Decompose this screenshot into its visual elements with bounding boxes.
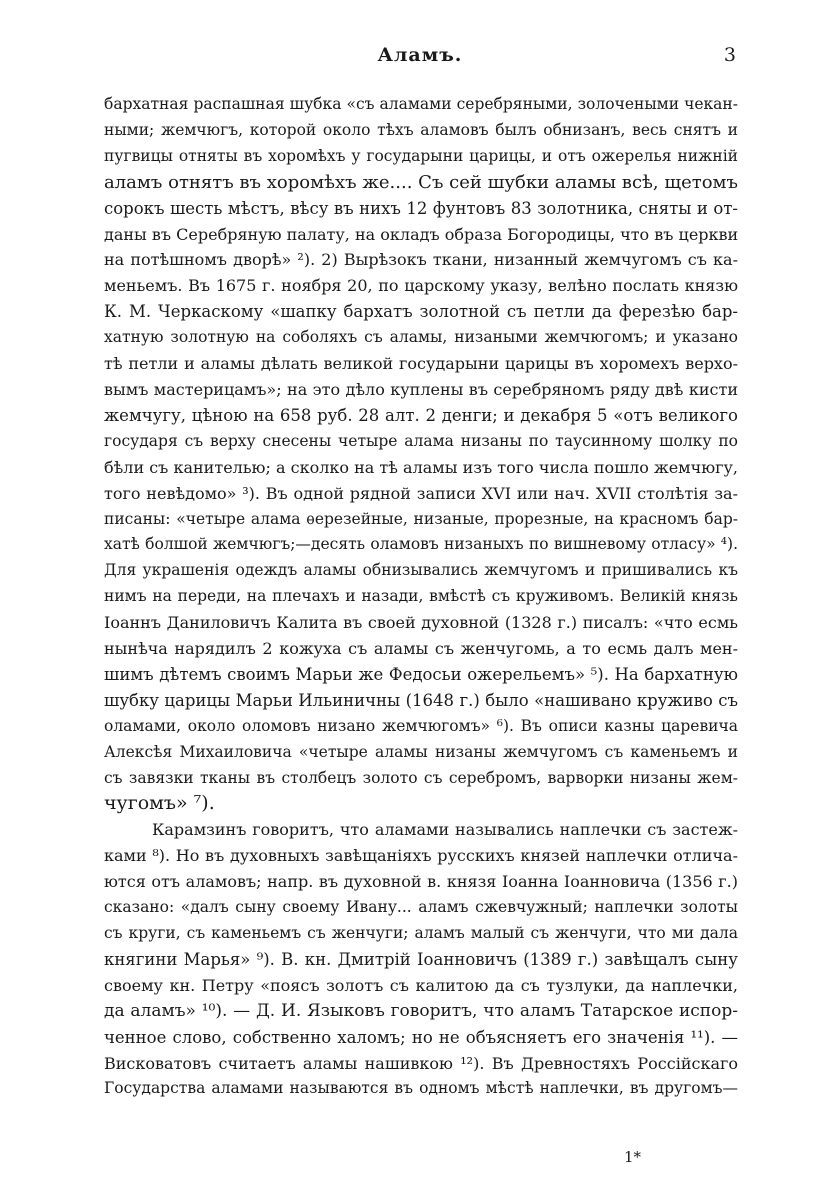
text-line: писаны: «четыре алама ѳерезейные, низаные, прорезные, на красномъ бар- [104,509,738,528]
text-line: шимъ дѣтемъ своимъ Марьи же Федосьи ожерельемъ» ⁵). На бархатную [104,664,738,684]
page-header [0,44,840,74]
page-number: 3 [723,44,736,66]
text-line: нынѣча нарядилъ 2 кожуха съ аламы съ женчугомь, а то есмь далъ мен- [104,639,738,659]
text-line: бархатная распашная шубка «съ аламами серебряными, золочеными чекан- [104,95,738,113]
text-line: Государства аламами называются въ одномъ мѣстѣ наплечки, въ другомъ— [104,1079,738,1098]
text-line: вымъ мастерицамъ»; на это дѣло куплены въ серебряномъ ряду двѣ кисти [104,379,738,399]
text-line: оламами, около оломовъ низано жемчюгомъ» ⁶). Въ описи казны царевича [104,716,738,735]
text-line: Висковатовъ считаетъ аламы нашивкою ¹²). Въ Древностяхъ Россійскаго [104,1053,738,1073]
running-title: Аламъ. [377,44,463,66]
text-line: даны въ Серебряную палату, на окладъ образа Богородицы, что въ церкви [104,224,739,244]
text-line: ются отъ аламовъ; напр. въ духовной в. князя Іоанна Іоанновича (1356 г.) [104,872,738,892]
text-line: меньемъ. Въ 1675 г. ноября 20, по царскому указу, велѣно послать князю [104,276,738,296]
text-line: тѣ петли и аламы дѣлать великой государыни царицы въ хоромехъ верхо- [104,354,738,374]
text-line: нимъ на переди, на плечахъ и назади, вмѣстѣ съ круживомъ. Великій князь [104,587,738,606]
text-line: княгини Марья» ⁹). В. кн. Дмитрій Іоанновичъ (1389 г.) завѣщалъ сыну [104,949,738,969]
signature-mark: 1* [624,1148,642,1166]
main-text [104,92,738,1102]
text-line: Для украшенія одеждъ аламы обнизывались жемчугомъ и пришивались къ [104,561,738,580]
text-line: на потѣшномъ дворѣ» ²). 2) Вырѣзокъ ткани, низанный жемчугомъ съ ка- [104,250,738,270]
text-line: бѣли съ канителью; а сколко на тѣ аламы изъ того числа пошло жемчюгу, [104,457,738,477]
text-line: Алексѣя Михаиловича «четыре аламы низаны жемчугомъ съ каменьемъ и [104,742,738,761]
text-line: съ круги, съ каменьемъ съ женчуги; аламъ малый съ женчуги, что ми дала [104,924,738,942]
text-line: хатную золотную на соболяхъ съ аламы, низаными жемчюгомъ; и указано [104,328,738,347]
text-line: хатѣ болшой жемчюгъ;—десять оламовъ низаныхъ по вишневому отласу» ⁴). [104,535,738,554]
text-line: аламъ отнятъ въ хоромѣхъ же.... Съ сей шубки аламы всѣ, щетомъ [104,171,738,193]
text-line: ками ⁸). Но въ духовныхъ завѣщаніяхъ русскихъ князей наплечки отлича- [104,846,738,866]
text-line: чугомъ» ⁷). [104,792,215,815]
text-line: да аламъ» ¹⁰). — Д. И. Языковъ говоритъ, что аламъ Татарское испор- [104,1000,738,1021]
text-line: пугвицы отняты въ хоромѣхъ у государыни царицы, и отъ ожерелья нижній [104,146,738,165]
text-line: того невѣдомо» ³). Въ одной рядной записи XVI или нач. XVII столѣтія за- [104,483,738,503]
text-line: Іоаннъ Даниловичъ Калита въ своей духовной (1328 г.) писалъ: «что есмь [104,613,738,633]
text-line: шубку царицы Марьи Ильиничны (1648 г.) было «нашивано круживо съ [104,690,738,710]
text-line: своему кн. Петру «поясъ золотъ съ калитою да съ тузлуки, да наплечки, [104,975,738,995]
text-line: сказано: «далъ сыну своему Ивану... аламъ сжевчужный; наплечки золоты [104,898,738,917]
text-line: ченное слово, собственно халомъ; но не объясняетъ его значенія ¹¹). — [104,1027,738,1047]
text-line: ными; жемчюгъ, которой около тѣхъ аламовъ былъ обнизанъ, весь снятъ и [104,120,738,139]
text-line: съ завязки тканы въ столбецъ золото съ серебромъ, варворки низаны жем- [104,768,738,787]
text-line: государя съ верху снесены четыре алама низаны по таусинному шолку по [104,431,738,450]
text-line: Карамзинъ говоритъ, что аламами назывались наплечки съ застеж- [152,820,738,840]
text-line: жемчугу, цѣною на 658 руб. 28 алт. 2 денги; и декабря 5 «отъ великого [104,405,738,425]
text-line: сорокъ шесть мѣстъ, вѣсу въ нихъ 12 фунтовъ 83 золотника, сняты и от- [104,198,738,218]
text-line: К. М. Черкаскому «шапку бархатъ золотной съ петли да ферезѣю бар- [104,302,738,322]
